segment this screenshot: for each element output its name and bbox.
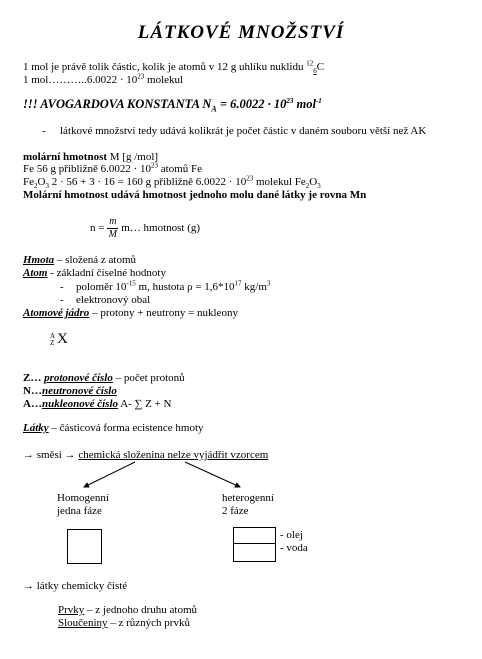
nuclide-proton-number: 6	[313, 67, 317, 76]
mol-definition-text: 1 mol je právě tolik částic, kolik je atomů v 12 g uhlíku nuklidu	[23, 61, 307, 73]
molar-mass-title: molární hmotnost	[23, 151, 108, 163]
fe2o3-calc: 2 · 56 + 3 · 16 = 160 g přibližně 6.0022 · 10	[48, 176, 247, 188]
mol-count-unit: molekul	[144, 74, 184, 86]
a-desc: A- ∑ Z + N	[118, 398, 172, 410]
fe-exponent: 23	[151, 161, 159, 170]
avogadro-label: !!! AVOGARDOVA KONSTANTA	[23, 97, 203, 111]
heterogenni-label	[222, 492, 274, 517]
fe2o3-symbol: Fe	[23, 176, 34, 188]
atom-radius-text: poloměr 10	[76, 281, 127, 293]
z-term: protonové číslo	[44, 372, 113, 384]
hmota-term: Hmota	[23, 254, 55, 266]
n-term: neutronové číslo	[41, 385, 117, 397]
avogadro-value: = 6.0022 · 10	[216, 97, 287, 111]
jadro-term: Atomové jádro	[23, 307, 90, 319]
molar-mass-definition: Molární hmotnost udává hmotnost jednoho molu dané látky je rovna Mn	[23, 189, 367, 201]
atom-term: Atom	[23, 267, 48, 279]
n-label: N…	[23, 385, 42, 397]
fe-text: Fe 56 g přibližně 6.0022 · 10	[23, 163, 152, 175]
slouceniny-desc: – z různých prvků	[107, 617, 190, 629]
prvky-line	[58, 604, 197, 617]
z-label: Z…	[23, 372, 45, 384]
avogadro-symbol: N	[202, 97, 212, 111]
nuclide-z: Z	[50, 339, 55, 347]
homogenni-box	[67, 529, 102, 564]
hmota-desc: – složená z atomů	[54, 254, 137, 266]
ciste-line: → látky chemicky čisté	[23, 580, 128, 592]
atom-density-unit: kg/m	[241, 281, 267, 293]
nuclide-x: X	[57, 331, 68, 347]
prvky-desc: – z jednoho druhu atomů	[84, 604, 198, 616]
homogenni-title: Homogenní	[57, 492, 109, 504]
mol-count-exponent: 23	[137, 72, 145, 81]
latky-term: Látky	[23, 422, 49, 434]
atom-shell-line: elektronový obal	[76, 294, 151, 306]
heterogenni-title: heterogenní	[222, 492, 274, 504]
fe-end: atomů Fe	[158, 163, 203, 175]
homogenni-label	[57, 492, 109, 517]
heterogenni-phase: 2 fáze	[222, 504, 249, 517]
atom-density-text: m, hustota ρ = 1,6*10	[135, 281, 235, 293]
jadro-desc: – protony + neutrony = nukleony	[89, 307, 238, 319]
slouceniny-term: Sloučeniny	[58, 617, 108, 629]
a-label: A…	[23, 398, 42, 410]
avogadro-note: látkové množství tedy udává kolikrát je počet částic v daném souboru větší než AK	[60, 125, 427, 137]
smesi-label: → směsi →	[23, 449, 79, 461]
olej-label: - olej	[280, 529, 303, 541]
nuclide-symbol: C	[316, 61, 325, 73]
molar-mass-unit: M [g /mol]	[107, 151, 159, 163]
bullet-dash: -	[42, 125, 46, 137]
prvky-term: Prvky	[58, 604, 85, 616]
a-term: nukleonové číslo	[41, 398, 119, 410]
fe2o3-line: $Fe_2O_3$ 2 · 56 + 3 · 16 = 160 g přibližně $6.0022 \cdot 10^{23}$ molekul $Fe_2O_3$	[23, 174, 321, 191]
atom-density-exp: 17	[234, 279, 242, 288]
avogadro-subscript: A	[211, 104, 217, 114]
smesi-desc: chemická složenina nelze vyjádřit vzorcem	[78, 449, 269, 461]
phase-legend	[280, 529, 308, 554]
atom-desc: - základní číselné hodnoty	[47, 267, 166, 279]
phase-divider	[234, 543, 275, 544]
atom-bullet-2: -	[60, 294, 64, 306]
slouceniny-line	[58, 617, 190, 630]
atom-bullet-1: -	[60, 281, 64, 293]
atom-density-unit-exp: 3	[266, 279, 271, 288]
avogadro-unit: mol	[293, 97, 316, 111]
voda-label: - voda	[280, 541, 308, 554]
avogadro-unit-exponent: -1	[315, 96, 322, 105]
heterogenni-box	[233, 527, 276, 562]
latky-desc: – částicová forma ecistence hmoty	[48, 422, 204, 434]
formula-legend: m… hmotnost (g)	[118, 222, 201, 235]
atom-radius-exp: -15	[126, 279, 136, 288]
fe2o3-end: molekul Fe	[253, 176, 306, 188]
nuclide-mass-number: 12	[306, 59, 314, 68]
formula-numerator: m	[109, 216, 117, 227]
page-title: LÁTKOVÉ MNOŽSTVÍ	[137, 22, 345, 43]
arrow-heterogenni	[185, 462, 240, 487]
z-desc: – počet protonů	[112, 372, 185, 384]
nuclide-a: A	[50, 332, 56, 340]
mol-count-text: 1 mol………..6.0022 · 10	[23, 74, 138, 86]
formula-lhs: n =	[90, 222, 108, 235]
arrow-homogenni	[84, 462, 135, 487]
formula-denominator: M	[108, 229, 117, 240]
fe2o3-exponent: 23	[246, 174, 254, 183]
homogenni-phase: jedna fáze	[57, 504, 102, 517]
avogadro-exponent: 23	[286, 96, 294, 105]
